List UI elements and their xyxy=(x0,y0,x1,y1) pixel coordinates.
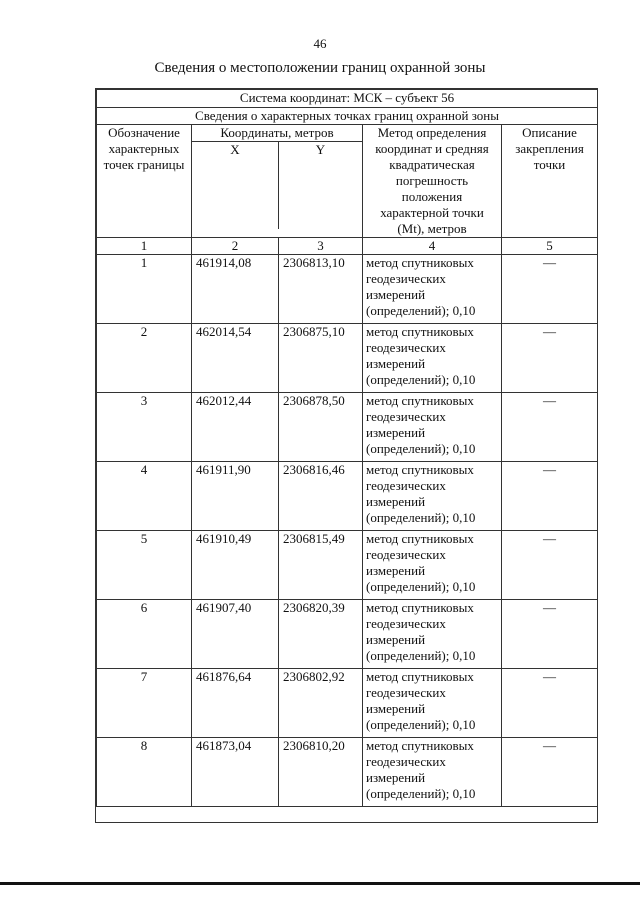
column-number-4: 4 xyxy=(363,238,502,255)
method-cell: метод спутниковых геодезических измерений (определений); 0,10 xyxy=(363,324,502,393)
fixing-cell: — xyxy=(502,393,598,462)
coordinates-table-frame xyxy=(95,88,598,823)
table-row xyxy=(97,393,598,462)
table-row xyxy=(97,669,598,738)
points-info-row xyxy=(97,108,598,125)
method-cell: метод спутниковых геодезических измерений (определений); 0,10 xyxy=(363,462,502,531)
y-coordinate-cell: 2306802,92 xyxy=(279,669,363,738)
header-coordinates xyxy=(192,125,363,238)
point-number-cell: 7 xyxy=(97,669,192,738)
point-number-cell: 5 xyxy=(97,531,192,600)
table-row xyxy=(97,255,598,324)
point-number-cell: 8 xyxy=(97,738,192,807)
header-x: X xyxy=(192,142,279,229)
header-designation: Обозначение характерных точек границы xyxy=(97,125,192,238)
x-coordinate-cell: 462014,54 xyxy=(192,324,279,393)
point-number-cell: 3 xyxy=(97,393,192,462)
footer-rule xyxy=(0,882,640,885)
x-coordinate-cell: 461907,40 xyxy=(192,600,279,669)
column-number-5: 5 xyxy=(502,238,598,255)
point-number-cell: 4 xyxy=(97,462,192,531)
header-row xyxy=(97,125,598,238)
header-coordinates-label: Координаты, метров xyxy=(192,125,362,142)
fixing-cell: — xyxy=(502,738,598,807)
x-coordinate-cell: 461910,49 xyxy=(192,531,279,600)
table-row xyxy=(97,600,598,669)
method-cell: метод спутниковых геодезических измерений (определений); 0,10 xyxy=(363,393,502,462)
document-title: Сведения о местоположении границ охранной зоны xyxy=(154,60,486,76)
y-coordinate-cell: 2306815,49 xyxy=(279,531,363,600)
header-method: Метод определения координат и средняя квадратическая погрешность положения характерной точки (Mt), метров xyxy=(363,125,502,238)
table-row xyxy=(97,324,598,393)
method-cell: метод спутниковых геодезических измерений (определений); 0,10 xyxy=(363,255,502,324)
point-number-cell: 6 xyxy=(97,600,192,669)
column-number-2: 2 xyxy=(192,238,279,255)
fixing-cell: — xyxy=(502,531,598,600)
y-coordinate-cell: 2306820,39 xyxy=(279,600,363,669)
fixing-cell: — xyxy=(502,462,598,531)
y-coordinate-cell: 2306816,46 xyxy=(279,462,363,531)
column-number-3: 3 xyxy=(279,238,363,255)
x-coordinate-cell: 461914,08 xyxy=(192,255,279,324)
method-cell: метод спутниковых геодезических измерений (определений); 0,10 xyxy=(363,600,502,669)
method-cell: метод спутниковых геодезических измерений (определений); 0,10 xyxy=(363,531,502,600)
coordinates-table xyxy=(96,89,598,807)
y-coordinate-cell: 2306878,50 xyxy=(279,393,363,462)
coordinate-system-row xyxy=(97,90,598,108)
header-xy xyxy=(192,142,362,229)
y-coordinate-cell: 2306810,20 xyxy=(279,738,363,807)
point-number-cell: 2 xyxy=(97,324,192,393)
page-number: 46 xyxy=(313,36,327,51)
y-coordinate-cell: 2306875,10 xyxy=(279,324,363,393)
header-fixing: Описание закрепления точки xyxy=(502,125,598,238)
x-coordinate-cell: 462012,44 xyxy=(192,393,279,462)
fixing-cell: — xyxy=(502,324,598,393)
x-coordinate-cell: 461876,64 xyxy=(192,669,279,738)
x-coordinate-cell: 461911,90 xyxy=(192,462,279,531)
point-number-cell: 1 xyxy=(97,255,192,324)
y-coordinate-cell: 2306813,10 xyxy=(279,255,363,324)
header-y: Y xyxy=(315,142,326,157)
table-row xyxy=(97,738,598,807)
column-numbers-row xyxy=(97,238,598,255)
method-cell: метод спутниковых геодезических измерений (определений); 0,10 xyxy=(363,738,502,807)
points-info-cell: Сведения о характерных точках границ охранной зоны xyxy=(97,108,598,125)
coordinate-system-cell: Система координат: МСК – субъект 56 xyxy=(97,90,598,108)
x-coordinate-cell: 461873,04 xyxy=(192,738,279,807)
table-row xyxy=(97,462,598,531)
fixing-cell: — xyxy=(502,255,598,324)
column-number-1: 1 xyxy=(97,238,192,255)
method-cell: метод спутниковых геодезических измерений (определений); 0,10 xyxy=(363,669,502,738)
table-row xyxy=(97,531,598,600)
fixing-cell: — xyxy=(502,600,598,669)
fixing-cell: — xyxy=(502,669,598,738)
